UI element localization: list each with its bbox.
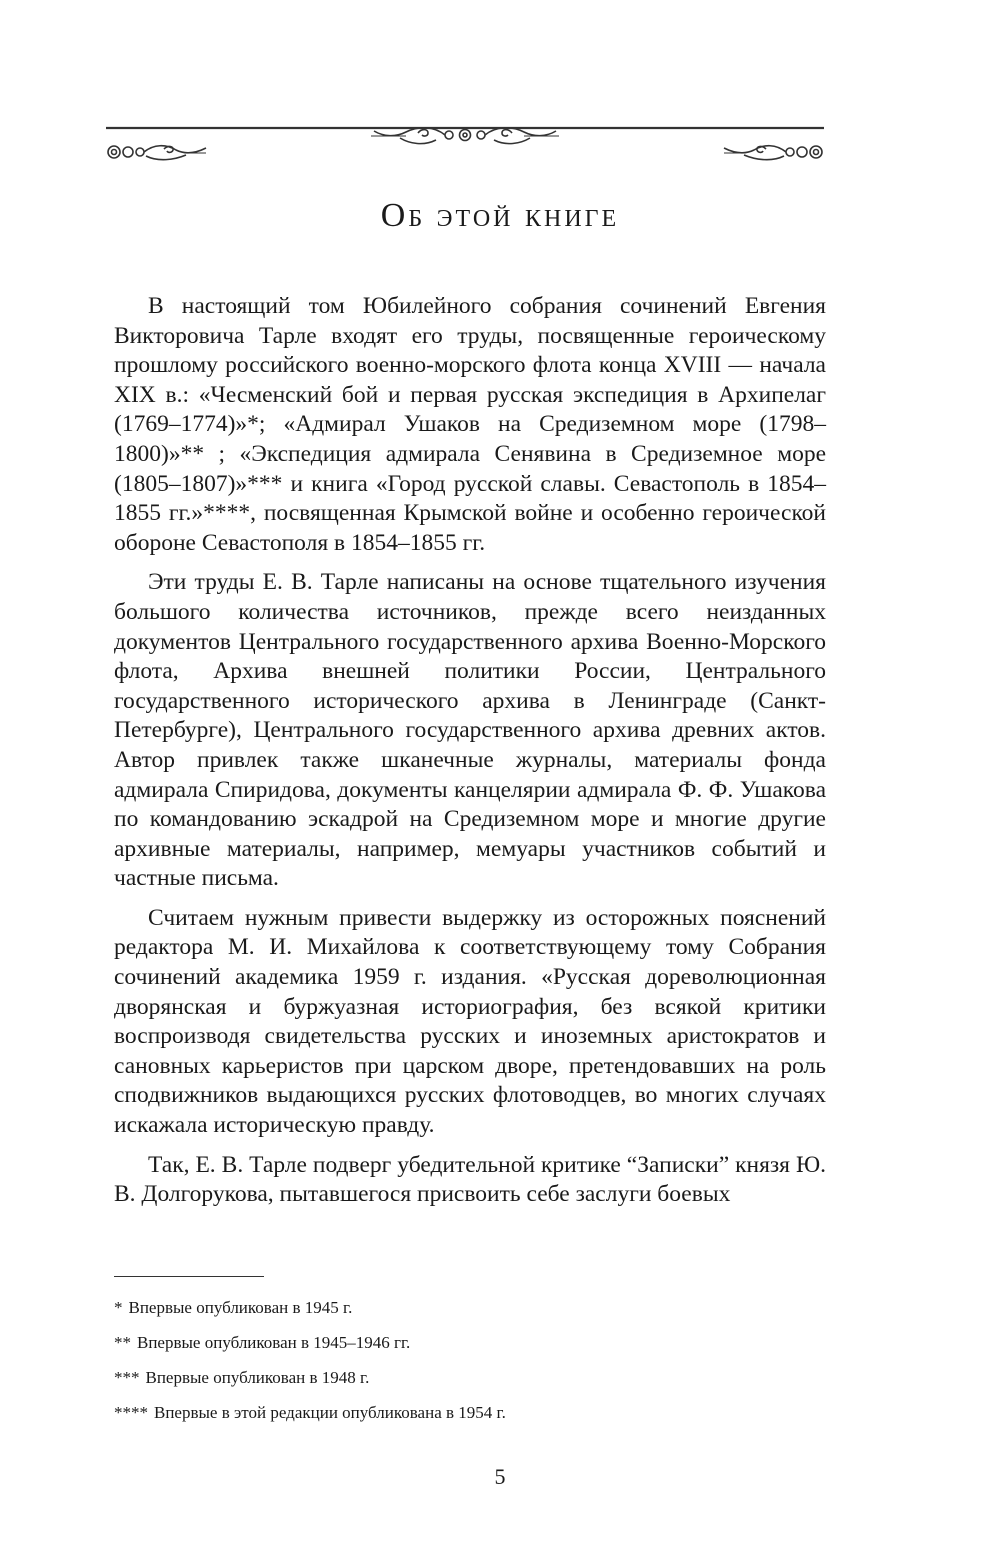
footnote-text: Впервые в этой редакции опубликована в 1954 г. [154, 1403, 506, 1422]
footnote-mark: * [114, 1298, 123, 1317]
footnote [114, 1333, 826, 1353]
footnote-text: Впервые опубликован в 1945 г. [128, 1298, 353, 1317]
footnotes [114, 1298, 826, 1438]
footnote-text: Впервые опубликован в 1948 г. [145, 1368, 370, 1387]
footnote [114, 1368, 826, 1388]
page-title: Об этой книге [380, 197, 620, 234]
footnote-mark: ** [114, 1333, 131, 1352]
footnote-mark: *** [114, 1368, 140, 1387]
decorative-ornament-divider [106, 118, 824, 168]
footnote [114, 1403, 826, 1423]
paragraph: Эти труды Е. В. Тарле написаны на основе тщательного изучения большого количества источников, прежде всего неизданных документов Центрального государственного архива Военно-Морского флота, Архива внешней политики России, Центрального государственного исторического архива в Ленинграде (Санкт-Петербурге), Центрального государственного архива древних актов. Автор привлек также шканечные журналы, материалы фонда адмирала Спиридова, документы канцелярии адмирала Ф. Ф. Ушакова по командованию эскадрой на Средиземном море и многие другие архивные материалы, например, мемуары участников событий и частные письма. [114, 569, 826, 892]
footnote-divider [114, 1276, 264, 1277]
footnote-mark: **** [114, 1403, 148, 1422]
paragraph: Так, Е. В. Тарле подверг убедительной критике “Записки” князя Ю. В. Долгорукова, пытавшегося присвоить себе заслуги боевых [114, 1151, 826, 1208]
paragraph: В настоящий том Юбилейного собрания сочинений Евгения Викторовича Тарле входят его труды, посвященные героическому прошлому российского военно-морского флота конца XVIII — начала XIX в.: «Чесменский бой и первая русская экспедиция в Архипелаг (1769–1774)»*; «Адмирал Ушаков на Средиземном море (1798–1800)»** ; «Экспедиция адмирала Сенявина в Средиземное море (1805–1807)»*** и книга «Город русской славы. Севастополь в 1854–1855 гг.»****, посвященная Крымской войне и особенно героической обороне Севастополя в 1854–1855 гг. [114, 293, 826, 556]
page-number: 5 [494, 1464, 506, 1489]
footnote [114, 1298, 826, 1318]
body-text [114, 292, 826, 1220]
footnote-text: Впервые опубликован в 1945–1946 гг. [137, 1333, 411, 1352]
paragraph: Считаем нужным привести выдержку из осторожных пояснений редактора М. И. Михайлова к соответствующему тому Собрания сочинений академика 1959 г. издания. «Русская дореволюционная дворянская и буржуазная историография, без всякой критики воспроизводя свидетельства русских и иноземных аристократов и сановных карьеристов при царском дворе, претендовавших на роль сподвижников выдающихся русских флотоводцев, во многих случаях искажала историческую правду. [114, 904, 826, 1139]
